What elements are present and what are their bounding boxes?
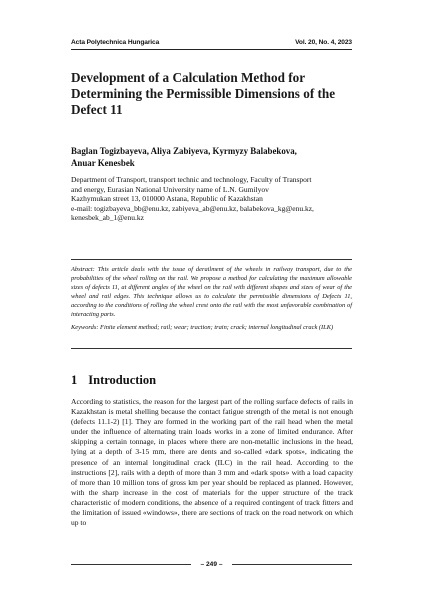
journal-name: Acta Polytechnica Hungarica	[71, 39, 160, 46]
header-rule	[71, 49, 352, 50]
abstract: Abstract: This article deals with the issue of derailment of the wheels in railway transport, due to the probabilities of the wheel rolling on the rail. We propose a method for calculating the maximum allowable sizes of defects 11, at different angles of the wheel on the rail with different shapes and sizes of wear of the wheel and rail edges. This technique allows us to calculate the permissible dimensions of Defects 11, according to the conditions of rolling the wheel crest onto the rail with the most unfavorable combination of interacting parts.	[71, 266, 352, 318]
abstract-bottom-rule	[71, 348, 352, 349]
author-list	[71, 146, 361, 169]
paper-title: Development of a Calculation Method for Determining the Permissible Dimensions of the Defect 11	[71, 70, 336, 118]
author-names-part3: , Kyrmyzy Balabekova,	[208, 146, 297, 156]
affiliation-block	[71, 175, 357, 223]
email-line[interactable]: kenesbek_ab_1@enu.kz	[71, 213, 144, 223]
author-names-line2: Anuar Kenesbek	[71, 157, 135, 168]
author-names-part2: Aliya Zabiyeva	[150, 146, 209, 156]
page-number: – 249 –	[200, 561, 223, 568]
abstract-top-rule	[71, 259, 352, 260]
affiliation-line: and energy, Eurasian National University name of L.N. Gumilyov	[71, 184, 269, 194]
affiliation-line: Kazhymukan street 13, 010000 Astana, Republic of Kazakhstan	[71, 194, 263, 204]
affiliation-line: Department of Transport, transport technic and technology, Faculty of Transport	[71, 175, 312, 184]
email-line[interactable]: e-mail: togizbayeva_bb@enu.kz, zabiyeva_ab@enu.kz, balabekova_kg@enu.kz,	[71, 203, 314, 213]
footer-rule-right	[232, 564, 352, 565]
section-title: Introduction	[88, 373, 157, 387]
section-number: 1	[71, 373, 78, 387]
body-paragraph: According to statistics, the reason for the largest part of the rolling surface defects of rails in Kazakhstan is metal shelling because the contact fatigue strength of the metal is not enough (defects 11.1-2) [1]. They are formed in the working part of the rail head when the metal under the influence of alternating train loads works in a zone of limited endurance. After skipping a certain tonnage, in places where there are non-metallic inclusions in the head, lying at a depth of 3-15 mm, there are dents and so-called «dark spots», indicating the presence of an internal longitudinal crack (ILC) in the rail head. According to the instructions [2], rails with a depth of more than 3 mm and «dark spots» with a load capacity of more than 10 million tons of gross km per year should be replaced as planned. However, with the sharp increase in the cost of materials for the upper structure of the track characteristic of modern conditions, the absence of a required contingent of track fitters and the limitation of issued «windows», there are sections of track on the road network on which up to	[71, 397, 353, 528]
running-head	[71, 39, 352, 46]
keywords: Keywords: Finite element method; rail; wear; traction; train; crack; internal longitudinal crack (ILK)	[71, 324, 334, 331]
volume-info: Vol. 20, No. 4, 2023	[295, 39, 352, 46]
author-names-part1: Baglan Togizbayeva,	[71, 146, 151, 156]
section-heading	[71, 373, 156, 388]
